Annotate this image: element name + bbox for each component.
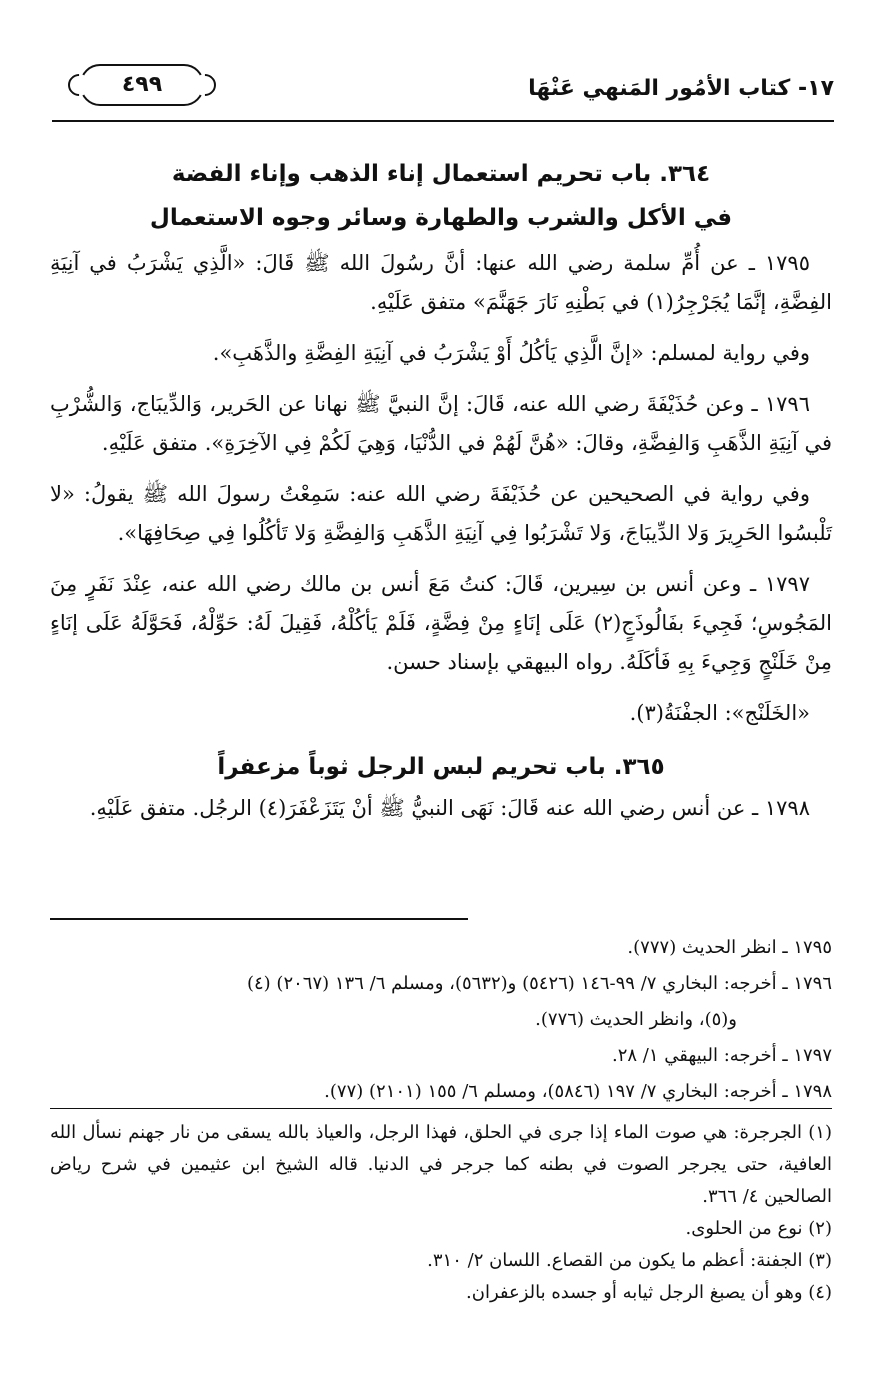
section-heading-364-line1: ٣٦٤. باب تحريم استعمال إناء الذهب وإناء الفضة bbox=[171, 161, 711, 187]
page-header bbox=[52, 58, 834, 122]
page-number-badge: ٤٩٩ bbox=[80, 64, 204, 106]
header-divider bbox=[52, 120, 834, 122]
chapter-title: ١٧- كتاب الأمُور المَنهي عَنْهَا bbox=[528, 76, 834, 101]
section-heading-364-line2: في الأكل والشرب والطهارة وسائر وجوه الاستعمال bbox=[149, 205, 733, 231]
footnotes bbox=[50, 1117, 832, 1309]
footnote-2: (٢) نوع من الحلوى. bbox=[685, 1218, 832, 1239]
hadith-1795: ١٧٩٥ ـ عن أُمِّ سلمة رضي الله عنها: أنَّ رسُولَ الله ﷺ قَالَ: «الَّذِي يَشْرَبُ في آنِيَةِ الفِضَّةِ، إنَّمَا يُجَرْجِرُ(١) في بَطْنِهِ نَارَ جَهَنَّمَ» متفق عَلَيْهِ. bbox=[50, 251, 832, 314]
reference-1798: ١٧٩٨ ـ أخرجه: البخاري ٧/ ١٩٧ (٥٨٤٦)، ومسلم ٦/ ١٥٥ (٢١٠١) (٧٧). bbox=[324, 1081, 832, 1102]
references-divider bbox=[50, 918, 468, 920]
hadith-references bbox=[50, 930, 832, 1110]
khalanj-definition: «الخَلَنْج»: الجفْنَةُ(٣). bbox=[629, 701, 810, 725]
hadith-1798: ١٧٩٨ ـ عن أنس رضي الله عنه قَالَ: نَهَى النبيُّ ﷺ أنْ يَتَزَعْفَرَ(٤) الرجُل. متفق عَلَيْهِ. bbox=[89, 796, 810, 820]
section-heading-365: ٣٦٥. باب تحريم لبس الرجل ثوباً مزعفراً bbox=[217, 754, 665, 780]
hadith-1797: ١٧٩٧ ـ وعن أنس بن سِيرين، قَالَ: كنتُ مَعَ أنس بن مالك رضي الله عنه، عِنْدَ نَفَرٍ مِنَ المَجُوسِ؛ فَجِيءَ بفَالُوذَجٍ(٢) عَلَى إنَاءٍ مِنْ فِضَّةٍ، فَلَمْ يَأكُلْهُ، فَقِيلَ لَهُ: حَوِّلْهُ، فَحَوَّلَهُ عَلَى إنَاءٍ مِنْ خَلَنْجٍ وَجِيءَ بِهِ فَأكَلَهُ. رواه البيهقي بإسناد حسن. bbox=[50, 572, 833, 674]
footnote-4: (٤) وهو أن يصبغ الرجل ثيابه أو جسده بالزعفران. bbox=[466, 1282, 832, 1303]
hadith-1795-muslim: وفي رواية لمسلم: «إنَّ الَّذِي يَأكُلُ أَوْ يَشْرَبُ في آنِيَةِ الفِضَّةِ والذَّهَبِ». bbox=[212, 341, 810, 365]
footnote-1: (١) الجرجرة: هي صوت الماء إذا جرى في الحلق، فهذا الرجل، والعياذ بالله يسقى من نار جهنم نسأل الله العافية، حتى يجرجر الصوت في بطنه كما جرجر في الدنيا. قاله الشيخ ابن عثيمين في شرح رياض الصالحين ٤/ ٣٦٦. bbox=[50, 1122, 832, 1207]
footnotes-divider bbox=[50, 1108, 832, 1109]
hadith-1796: ١٧٩٦ ـ وعن حُذَيْفَةَ رضي الله عنه، قَالَ: إنَّ النبيَّ ﷺ نهانا عن الحَرير، وَالدِّيبَاج، وَالشُّرْبِ في آنِيَةِ الذَّهَبِ وَالفِضَّةِ، وقالَ: «هُنَّ لَهُمْ في الدُّنْيَا، وَهِيَ لَكُمْ فِي الآخِرَةِ». متفق عَلَيْهِ. bbox=[50, 392, 832, 455]
hadith-1796-sahihayn: وفي رواية في الصحيحين عن حُذَيْفَةَ رضي الله عنه: سَمِعْتُ رسولَ الله ﷺ يقولُ: «لا تَلْبسُوا الحَرِيرَ وَلا الدِّيبَاجَ، وَلا تَشْرَبُوا فِي آنِيَةِ الذَّهَبِ وَالفِضَّةِ وَلا تَأكُلُوا فِي صِحَافِهَا». bbox=[50, 482, 832, 545]
reference-1796-cont: و(٥)، وانظر الحديث (٧٧٦). bbox=[535, 1009, 737, 1030]
main-text bbox=[50, 152, 832, 840]
reference-1796: ١٧٩٦ ـ أخرجه: البخاري ٧/ ٩٩-١٤٦ (٥٤٢٦) و(٥٦٣٢)، ومسلم ٦/ ١٣٦ (٢٠٦٧) (٤) bbox=[246, 973, 832, 994]
reference-1797: ١٧٩٧ ـ أخرجه: البيهقي ١/ ٢٨. bbox=[611, 1045, 832, 1066]
footnote-3: (٣) الجفنة: أعظم ما يكون من القصاع. اللسان ٢/ ٣١٠. bbox=[427, 1250, 832, 1271]
reference-1795: ١٧٩٥ ـ انظر الحديث (٧٧٧). bbox=[627, 937, 832, 958]
